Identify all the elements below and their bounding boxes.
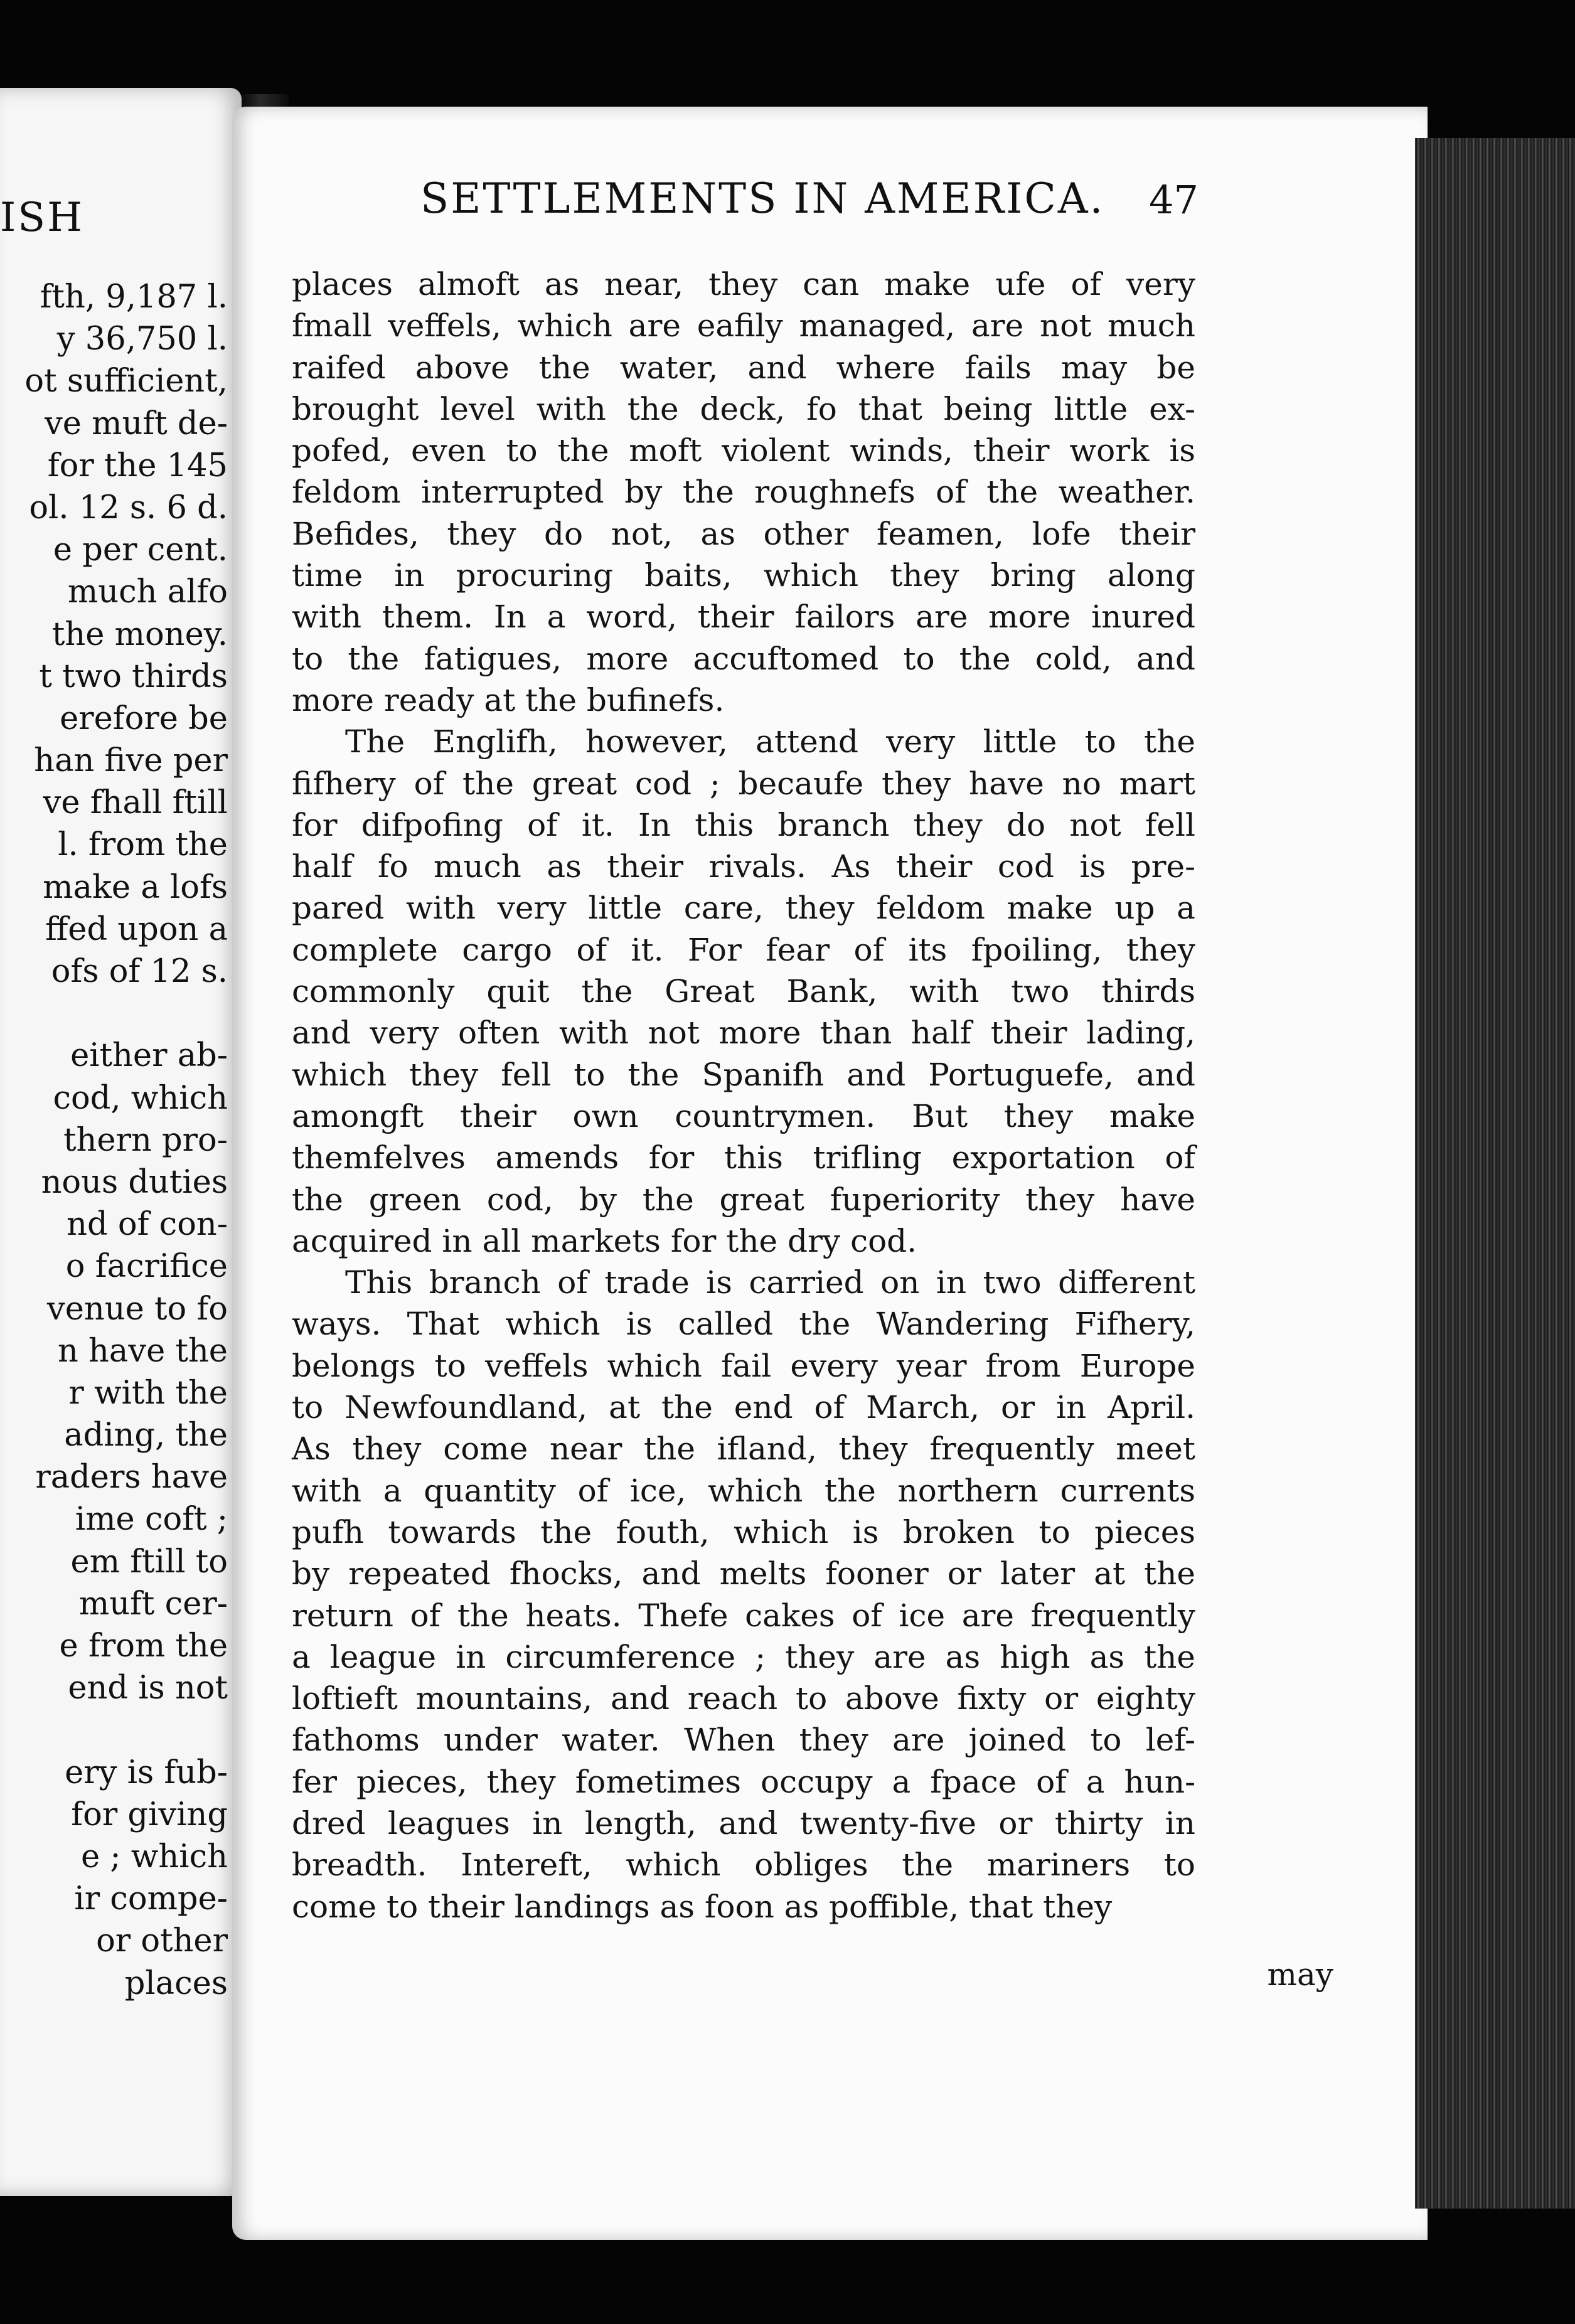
text-line: pared with very little care, they feldom make up a (292, 890, 1195, 927)
text-line: dred leagues in length, and twenty-five or thirty in (292, 1804, 1195, 1842)
left-page-line: much alfo (67, 573, 228, 611)
left-page-line: ery is fub- (65, 1754, 228, 1791)
left-page-line: cod, which (53, 1079, 228, 1117)
text-line: pufh towards the fouth, which is broken to pieces (292, 1513, 1195, 1550)
left-page-line: fth, 9,187 l. (40, 279, 228, 316)
left-page-line: ir compe- (74, 1880, 228, 1918)
text-line: more ready at the bufinefs. (292, 681, 725, 718)
text-line: complete cargo of it. For fear of its fpoiling, they (292, 931, 1195, 968)
text-line: return of the heats. Thefe cakes of ice are frequently (292, 1597, 1195, 1634)
left-page-line: either ab- (70, 1037, 228, 1075)
left-page-line: e ; which (80, 1838, 228, 1875)
left-page-line: n have the (57, 1332, 228, 1370)
left-page-line: ofs of 12 s. (51, 953, 228, 990)
text-line: with a quantity of ice, which the northern currents (292, 1472, 1195, 1509)
page-number: 47 (1149, 177, 1199, 223)
text-line: ways. That which is called the Wandering Fifhery, (292, 1306, 1195, 1343)
text-line: fer pieces, they fometimes occupy a fpace of a hun- (292, 1763, 1195, 1800)
left-page-line (0, 1709, 228, 1751)
left-page-line: end is not (68, 1670, 228, 1707)
text-line: This branch of trade is carried on in two different (345, 1264, 1195, 1301)
text-line: acquired in all markets for the dry cod. (292, 1222, 917, 1259)
left-page-line: ffed upon a (45, 910, 228, 948)
text-line: fifhery of the great cod ; becaufe they have no mart (292, 765, 1195, 802)
text-line: half fo much as their rivals. As their cod is pre- (292, 848, 1195, 885)
left-page-line: ve muft de- (44, 405, 228, 442)
left-page-line: nd of con- (67, 1206, 228, 1244)
left-page-line: ot sufficient, (24, 363, 228, 400)
left-page-line: the money. (51, 616, 228, 653)
left-page-line: nous duties (41, 1163, 228, 1201)
text-line: amongft their own countrymen. But they make (292, 1097, 1195, 1134)
left-page-line: e per cent. (53, 531, 228, 569)
text-line: for difpofing of it. In this branch they do not fell (292, 806, 1195, 843)
text-line: raifed above the water, and where fails may be (292, 349, 1195, 386)
left-page-line: r with the (68, 1374, 228, 1412)
text-line: loftieft mountains, and reach to above fixty or eighty (292, 1680, 1195, 1717)
text-line: places almoft as near, they can make ufe of very (292, 266, 1195, 302)
left-page-line: y 36,750 l. (56, 321, 228, 358)
text-line: The Englifh, however, attend very little to the (345, 723, 1195, 760)
left-page-line: o facrifice (65, 1248, 228, 1286)
text-line: fmall veffels, which are eafily managed, are not much (292, 307, 1195, 344)
text-line: the green cod, by the great fuperiority they have (292, 1181, 1195, 1218)
text-line: a league in circumference ; they are as high as the (292, 1638, 1195, 1675)
left-page-line: ve fhall ftill (43, 784, 228, 822)
left-page-line: ime coft ; (75, 1501, 228, 1538)
left-page-line: em ftill to (70, 1543, 228, 1580)
left-page-line: make a lofs (43, 868, 228, 906)
left-page-text (0, 276, 228, 2005)
text-line: brought level with the deck, fo that being little ex- (292, 390, 1195, 427)
left-page-line (0, 993, 228, 1035)
left-page (0, 88, 242, 2196)
left-page-line: raders have (35, 1459, 228, 1496)
left-page-line: muft cer- (78, 1585, 228, 1623)
text-line: pofed, even to the moft violent winds, their work is (292, 432, 1195, 469)
left-page-line: t two thirds (39, 658, 228, 695)
body-text (292, 264, 1195, 1927)
catchword: may (1267, 1956, 1333, 1993)
text-line: to Newfoundland, at the end of March, or in April. (292, 1389, 1195, 1426)
text-line: and very often with not more than half their lading, (292, 1015, 1195, 1052)
left-page-line: for the 145 (47, 447, 228, 484)
text-line: fathoms under water. When they are joined to lef- (292, 1722, 1195, 1759)
text-line: come to their landings as foon as poffible, that they (292, 1888, 1113, 1925)
left-page-line: or other (96, 1922, 228, 1960)
text-line: which they fell to the Spanifh and Portuguefe, and (292, 1056, 1195, 1093)
text-line: themfelves amends for this trifling exportation of (292, 1139, 1195, 1176)
left-page-line: l. from the (58, 826, 228, 864)
left-page-line: venue to fo (46, 1290, 228, 1328)
text-line: to the fatigues, more accuftomed to the cold, and (292, 640, 1195, 677)
text-line: belongs to veffels which fail every year from Europe (292, 1347, 1195, 1384)
left-page-line: erefore be (60, 700, 228, 737)
left-running-head: ISH (0, 195, 84, 241)
left-page-line: ol. 12 s. 6 d. (29, 489, 228, 526)
running-head (420, 174, 1199, 231)
text-line: with them. In a word, their failors are more inured (292, 599, 1195, 636)
left-page-line: thern pro- (63, 1121, 228, 1159)
page-fore-edge (1415, 138, 1575, 2209)
text-line: As they come near the ifland, they frequently meet (292, 1431, 1195, 1468)
text-line: breadth. Intereft, which obliges the mariners to (292, 1847, 1195, 1884)
running-head-title: SETTLEMENTS IN AMERICA. (420, 174, 1105, 223)
left-page-line: han five per (34, 742, 228, 780)
text-line: time in procuring baits, which they bring along (292, 557, 1195, 594)
text-line: by repeated fhocks, and melts fooner or later at the (292, 1555, 1195, 1592)
left-page-line: ading, the (64, 1417, 228, 1454)
text-line: commonly quit the Great Bank, with two thirds (292, 973, 1195, 1010)
left-page-line: places (124, 1964, 228, 2002)
text-line: Befides, they do not, as other feamen, lofe their (292, 515, 1195, 552)
left-page-line: for giving (71, 1796, 228, 1833)
text-line: feldom interrupted by the roughnefs of the weather. (292, 474, 1195, 511)
left-page-line: e from the (59, 1628, 228, 1665)
